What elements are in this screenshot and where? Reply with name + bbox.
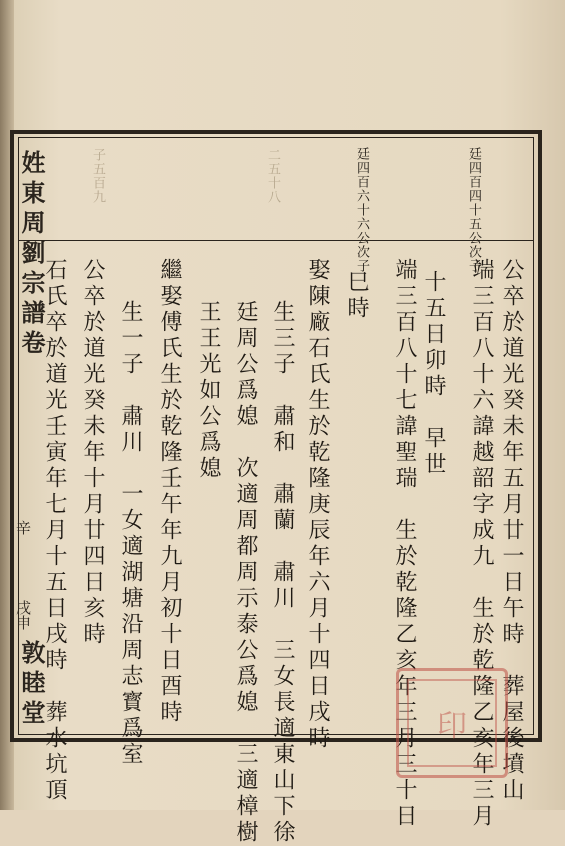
text-column: 生一子 肅川 一女適湖塘沿周志寳爲室 <box>118 300 143 768</box>
red-seal-stamp <box>396 668 508 778</box>
text-column: 端三百八十六諱越韶字成九 生於乾隆乙亥年三月 <box>469 258 494 830</box>
edition-label: 戌申 <box>14 600 32 630</box>
text-column: 生三子 肅和 肅蘭 肅川 三女長適東山下徐 <box>270 300 295 846</box>
text-column: 娶陳廠石氏生於乾隆庚辰年六月十四日戌時 <box>305 258 330 752</box>
hall-name: 敦睦堂 <box>17 640 46 730</box>
text-column: 端三百八十七諱聖瑞 生於乾隆乙亥年三月三十日 <box>392 258 417 830</box>
annotation-note: 廷四百六十六公次子 <box>354 147 369 273</box>
text-column: 廷周公爲媳 次適周都周示泰公爲媳 三適樟樹 <box>233 300 258 846</box>
page-marker: 辛 <box>14 520 32 535</box>
text-column: 繼娶傅氏生於乾隆壬午年九月初十日酉時 <box>157 258 182 726</box>
header-divider <box>18 240 534 241</box>
text-column: 巳時 <box>344 270 369 322</box>
text-column: 石氏卒於道光壬寅年七月十五日戌時 葬水坑頂 <box>42 258 67 804</box>
text-column: 王王光如公爲媳 <box>196 300 221 482</box>
annotation-note: 廷四百四十五公次子 <box>466 147 481 273</box>
ghost-text: 子五百九 <box>90 148 105 204</box>
text-column: 公卒於道光癸未年五月廿一日午時 葬屋後墳山 <box>499 258 524 804</box>
seal-glyph: 印 <box>437 709 467 744</box>
text-column: 公卒於道光癸未年十月廿四日亥時 <box>80 258 105 648</box>
volume-title: 姓東周劉宗譜卷 <box>17 150 46 360</box>
text-column: 十五日卯時 早世 <box>421 270 446 478</box>
ghost-text: 二五十八 <box>265 148 280 204</box>
